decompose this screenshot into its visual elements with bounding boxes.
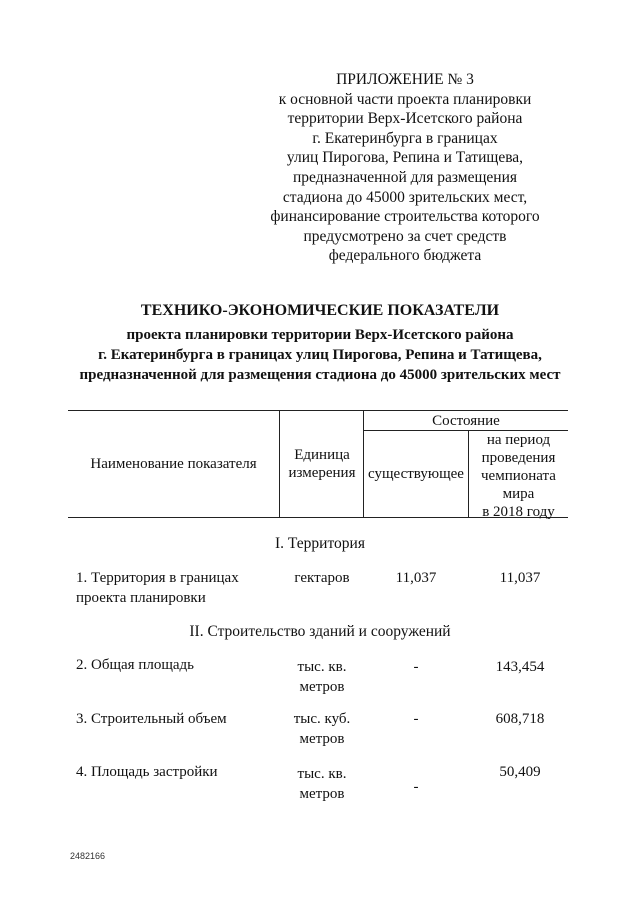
appendix-line: улиц Пирогова, Репина и Татищева, [286, 149, 524, 167]
subtitle-line: предназначенной для размещения стадиона до 45000 зрительских мест [79, 367, 561, 383]
subtitle-line: г. Екатеринбурга в границах улиц Пирогова, Репина и Татищева, [98, 347, 542, 363]
appendix-line: к основной части проекта планировки [278, 90, 532, 108]
appendix-line: предусмотрено за счет средств [303, 227, 507, 245]
header-unit: Единица измерения [288, 447, 356, 481]
header-planned-line: на период [486, 432, 551, 448]
row-name: 1. Территория в границах проекта планировки [76, 570, 239, 606]
row-planned: 608,718 [495, 711, 545, 727]
row-unit: тыс. кв. метров [297, 659, 347, 695]
row-name: 4. Площадь застройки [76, 764, 218, 780]
appendix-line: предназначенной для размещения [292, 168, 518, 186]
appendix-line: финансирование строительства которого [270, 208, 540, 226]
section-title: II. Строительство зданий и сооружений [189, 623, 451, 640]
header-name: Наименование показателя [90, 456, 257, 472]
header-existing: существующее [368, 466, 464, 482]
subtitle-line: проекта планировки территории Верх-Исетского района [126, 327, 514, 343]
appendix-header [240, 70, 570, 266]
section-title: I. Территория [275, 535, 365, 552]
header-state: Состояние [432, 413, 500, 429]
header-planned-line: чемпионата [481, 468, 556, 484]
row-existing: 11,037 [395, 570, 437, 586]
row-name: 3. Строительный объем [76, 711, 227, 727]
appendix-line: федерального бюджета [328, 247, 482, 265]
appendix-line: территории Верх-Исетского района [287, 110, 523, 128]
header-top-rule [68, 410, 568, 411]
document-number: 2482166 [70, 851, 106, 861]
header-divider [279, 410, 280, 517]
appendix-line: стадиона до 45000 зрительских мест, [282, 188, 528, 206]
header-planned-line: проведения [481, 450, 556, 466]
row-unit: тыс. кв. метров [297, 766, 347, 802]
row-existing: - [413, 779, 419, 795]
row-planned: 50,409 [499, 764, 541, 780]
header-planned [469, 431, 568, 521]
row-planned: 143,454 [495, 659, 545, 675]
header-planned-line: в 2018 году [482, 504, 555, 520]
row-planned: 11,037 [499, 570, 541, 586]
row-name: 2. Общая площадь [76, 657, 195, 673]
row-existing: - [413, 659, 419, 675]
header-planned-line: мира [502, 486, 535, 502]
row-unit: гектаров [294, 570, 350, 586]
document-subtitle [0, 325, 640, 385]
appendix-line: ПРИЛОЖЕНИЕ № 3 [336, 71, 474, 88]
row-existing: - [413, 711, 419, 727]
row-unit: тыс. куб. метров [293, 711, 351, 747]
document-title: ТЕХНИКО-ЭКОНОМИЧЕСКИЕ ПОКАЗАТЕЛИ [140, 302, 500, 319]
appendix-line: г. Екатеринбурга в границах [312, 129, 498, 147]
